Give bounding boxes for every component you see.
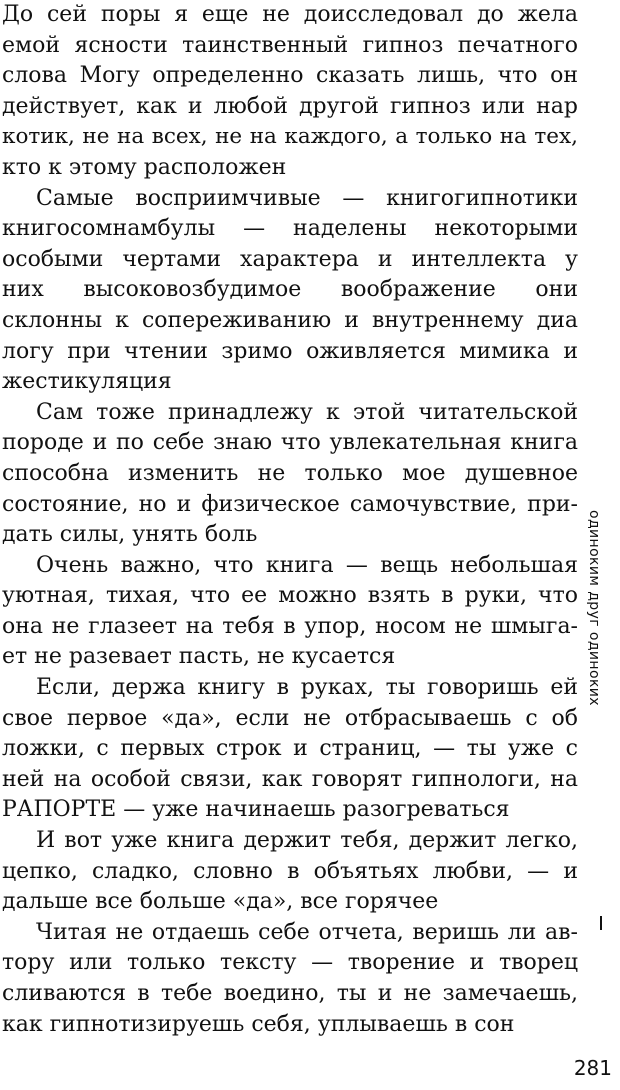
text-line: дальше все больше «да», все горячее — [2, 889, 439, 915]
text-line: уютная, тихая, что ее можно взять в руки, что — [2, 583, 578, 609]
text-line: цепко, сладко, словно в объятьях любви, — и — [2, 858, 578, 884]
text-line: Если, держа книгу в руках, ты говоришь ей — [36, 675, 578, 701]
text-line: книгосомнамбулы — наделены некоторыми — [2, 216, 578, 242]
text-line: ложки, с первых строк и страниц, — ты уже с — [2, 736, 578, 762]
text-line: способна изменить не только мое душевное — [2, 460, 578, 486]
text-line: До сей поры я еще не доисследовал до жела — [2, 2, 578, 27]
page-number: 281 — [573, 1056, 612, 1080]
text-line: котик, не на всех, не на каждого, а только на тех, — [2, 124, 578, 150]
text-line: них высоковозбудимое воображение они — [2, 277, 578, 303]
body-text — [2, 0, 578, 1040]
text-line: И вот уже книга держит тебя, держит легко, — [36, 828, 578, 854]
text-line: тору или только тексту — творение и творец — [2, 950, 578, 976]
text-line: сливаются в тебе воедино, ты и не замечаешь, — [2, 981, 578, 1006]
text-line: ет не разевает пасть, не кусается — [2, 644, 396, 670]
text-line: кто к этому расположен — [2, 154, 287, 180]
text-line: Читая не отдаешь себе отчета, веришь ли ав- — [36, 919, 578, 945]
text-line: свое первое «да», если не отбрасываешь с об — [2, 705, 578, 731]
text-line: породе и по себе знаю что увлекательная книга — [2, 430, 578, 456]
text-line: Самые восприимчивые — книгогипнотики — [36, 185, 578, 211]
text-line: логу при чтении зримо оживляется мимика и — [2, 338, 578, 364]
margin-mark — [600, 916, 602, 930]
text-line: емой ясности таинственный гипноз печатного — [2, 32, 578, 58]
text-line: дать силы, унять боль — [2, 522, 258, 548]
text-line: Очень важно, что книга — вещь небольшая — [36, 552, 578, 578]
text-line: ней на особой связи, как говорят гипнологи, на — [2, 766, 578, 792]
running-head-text: одиноким друг одиноких — [586, 510, 602, 706]
text-line: жестикуляция — [2, 369, 172, 395]
text-line: Сам тоже принадлежу к этой читательской — [36, 399, 578, 425]
text-line: РАПОРТЕ — уже начинаешь разогреваться — [2, 797, 510, 823]
text-line: она не глазеет на тебя в упор, носом не шмыга- — [2, 613, 578, 639]
text-line: состояние, но и физическое самочувствие, при- — [2, 491, 578, 517]
text-line: действует, как и любой другой гипноз или нар — [2, 93, 578, 119]
text-line: особыми чертами характера и интеллекта у — [2, 246, 578, 272]
text-line: слова Могу определенно сказать лишь, что он — [2, 63, 578, 89]
text-line: как гипнотизируешь себя, уплываешь в сон — [2, 1011, 515, 1037]
text-line: склонны к сопереживанию и внутреннему диа — [2, 307, 578, 333]
